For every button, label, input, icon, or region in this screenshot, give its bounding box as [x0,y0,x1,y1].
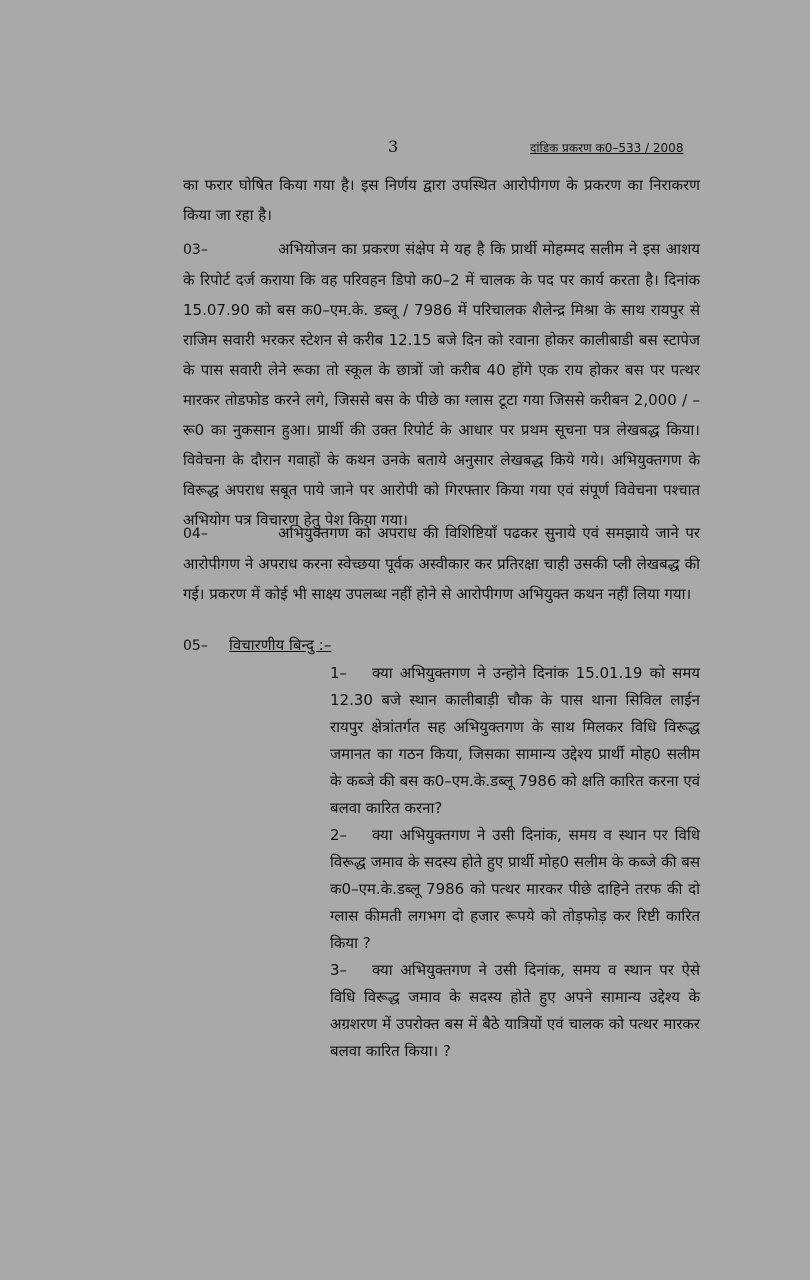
point-item [330,957,700,1065]
intro-text: का फरार घोषित किया गया है। इस निर्णय द्वारा उपस्थित आरोपीगण के प्रकरण का निराकरण किया जा रहा है। [183,176,700,224]
paragraph-number: 03– [183,242,208,258]
section-heading: विचारणीय बिन्दु :– [229,636,332,654]
point-number: 1– [330,664,348,682]
point-number: 3– [330,961,348,979]
intro-paragraph [183,170,700,230]
point-text: क्या अभियुक्तगण ने उन्होने दिनांक 15.01.19 को समय 12.30 बजे स्थान कालीबाड़ी चौक के पास थाना सिविल लाईन रायपुर क्षेत्रांतर्गत सह अभियुक्तगण के साथ मिलकर विधि विरूद्ध जमानत का गठन किया, जिसका सामान्य उद्देश्य प्रार्थी मोह0 सलीम के कब्जे की बस क0–एम.के.डब्लू 7986 को क्षति कारित करना एवं बलवा कारित करना? [330,664,700,817]
paragraph-04 [183,518,700,609]
point-text: क्या अभियुक्तगण ने उसी दिनांक, समय व स्थान पर विधि विरूद्ध जमाव के सदस्य होते हुए प्रार्थी मोह0 सलीम के कब्जे की बस क0–एम.के.डब्लू 7986 को पत्थर मारकर पीछे दाहिने तरफ की दो ग्लास कीमती लगभग दो हजार रूपये को तोड़फोड़ कर रिष्टी कारित किया ? [330,826,700,952]
paragraph-05-heading [183,630,331,661]
paragraph-number: 05– [183,638,208,654]
case-reference: दांडिक प्रकरण क0–533 / 2008 [530,141,684,155]
paragraph-03 [183,234,700,535]
paragraph-text: अभियोजन का प्रकरण संक्षेप मे यह है कि प्रार्थी मोहम्मद सलीम ने इस आशय के रिपोर्ट दर्ज कराया कि वह परिवहन डिपो क0–2 में चालक के पद पर कार्य करता है। दिनांक 15.07.90 को बस क0–एम.के. डब्लू / 7986 में परिचालक शैलेन्द्र मिश्रा के साथ रायपुर से राजिम सवारी भरकर स्टेशन से करीब 12.15 बजे दिन को रवाना होकर कालीबाडी बस स्टापेज के पास सवारी लेने रूका तो स्कूल के छात्रों जो करीब 40 होंगे एक राय होकर बस पर पत्थर मारकर तोडफोड करने लगे, जिससे बस के पीछे का ग्लास टूटा गया जिससे करीबन 2,000 / –रू0 का नुकसान हुआ। प्रार्थी की उक्त रिपोर्ट के आधार पर प्रथम सूचना पत्र लेखबद्ध किया। विवेचना के दौरान गवाहों के कथन उनके बताये अनुसार लेखबद्ध किये गये। अभियुक्तगण के विरूद्ध अपराध सबूत पाये जाने पर आरोपी को गिरफ्तार किया गया एवं संपूर्ण विवेचना पश्चात अभियोग पत्र विचारण हेतु पेश किया गया। [183,240,700,529]
point-item [330,822,700,957]
paragraph-number: 04– [183,526,208,542]
point-text: क्या अभियुक्तगण ने उसी दिनांक, समय व स्थान पर ऐसे विधि विरूद्ध जमाव के सदस्य होते हुए अपने सामान्य उद्देश्य के अग्रशरण में उपरोक्त बस में बैठे यात्रियों एवं चालक को पत्थर मारकर बलवा कारित किया। ? [330,961,700,1060]
point-item [330,660,700,822]
points-for-determination [330,660,700,1065]
page-number: 3 [388,137,399,156]
paragraph-text: अभियुक्तगण को अपराध की विशिष्टियॉं पढकर सुनाये एवं समझाये जाने पर आरोपीगण ने अपराध करना स्वेच्छया पूर्वक अस्वीकार कर प्रतिरक्षा चाही उसकी प्ली लेखबद्ध की गई। प्रकरण में कोई भी साक्ष्य उपलब्ध नहीं होने से आरोपीगण अभियुक्त कथन नहीं लिया गया। [183,524,700,603]
point-number: 2– [330,826,348,844]
